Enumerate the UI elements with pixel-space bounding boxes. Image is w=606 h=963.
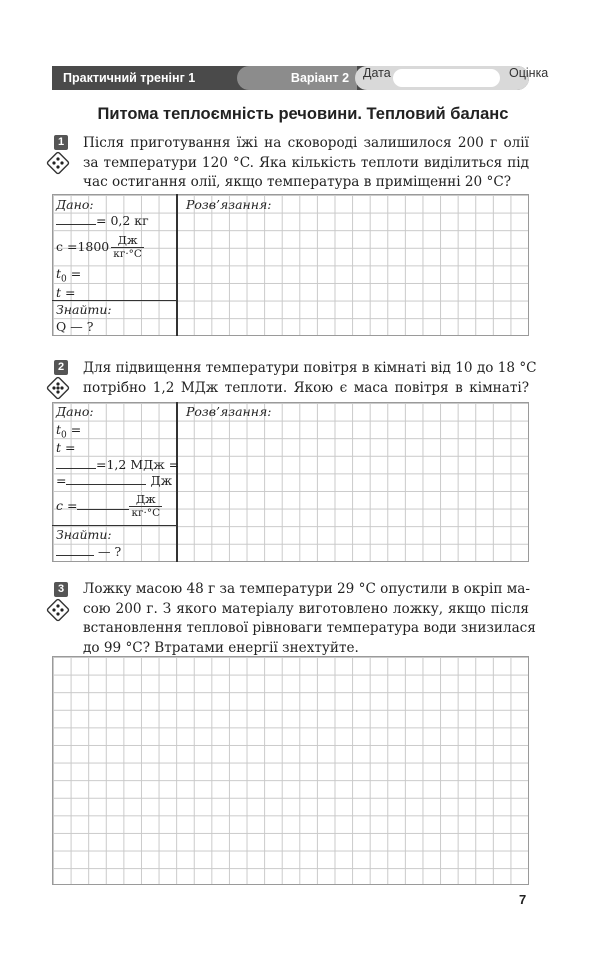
divider [176, 402, 178, 562]
task-number-badge: 2 [54, 360, 68, 375]
date-field[interactable] [393, 69, 500, 87]
given-label: Дано: [56, 404, 94, 419]
page-title: Питома теплоємність речовини. Тепловий баланс [97, 105, 509, 123]
find-label: Знайти: [56, 302, 112, 317]
find-value: — ? [56, 543, 121, 560]
given-t0: $t_0$ = [56, 422, 82, 441]
given-t0: $t_0$ = [56, 266, 82, 285]
grade-label: Оцінка [509, 66, 549, 80]
solution-label: Розв’язання: [186, 404, 272, 419]
given-q-joules: = Дж [56, 473, 173, 488]
task-number-badge: 1 [54, 135, 68, 150]
task-1-text: Після приготування їжі на сковороді залишилося 200 г олії за температури 120 °C. Яка кількість теплоти виділиться під час остигання олії, якщо температура в приміщенні 20 °C? [83, 135, 529, 190]
solution-label: Розв’язання: [186, 197, 272, 212]
dice-icon [47, 152, 69, 174]
header-bar [52, 66, 549, 90]
dice-icon [47, 599, 69, 621]
task-3-answer-grid[interactable] [52, 656, 529, 885]
task-3-text: Ложку масою 48 г за температури 29 °C опустили в окріп ма- сою 200 г. З якого матеріалу виготовлено ложку, якщо після встановлення теплової рівноваги температура води знизилася до 99 °C? Втратами енергії знехтуйте. [83, 581, 536, 656]
variant-label: Варіант 2 [284, 66, 356, 90]
given-q: =1,2 МДж = [56, 456, 179, 473]
given-mass: = 0,2 кг [56, 212, 149, 229]
given-c: c =1800 $\frac{Дж}{кг\cdot^\circ С}$ [56, 233, 142, 260]
given-c: c = $\frac{Дж}{кг\cdot^\circ С}$ [56, 492, 161, 519]
given-t: t = [56, 440, 76, 455]
divider [176, 194, 178, 336]
given-t: t = [56, 285, 76, 300]
grade-field[interactable] [550, 69, 577, 87]
find-value: Q — ? [56, 319, 94, 334]
training-label: Практичний тренінг 1 [52, 66, 242, 90]
task-number-badge: 3 [54, 582, 68, 597]
find-label: Знайти: [56, 527, 112, 542]
date-label: Дата [363, 66, 391, 80]
dice-icon [47, 377, 69, 399]
page-number: 7 [519, 892, 527, 907]
given-label: Дано: [56, 197, 94, 212]
task-2-text: Для підвищення температури повітря в кімнаті від 10 до 18 °C потрібно 1,2 МДж теплоти. Якою є маса повітря в кімнаті? [83, 360, 537, 396]
